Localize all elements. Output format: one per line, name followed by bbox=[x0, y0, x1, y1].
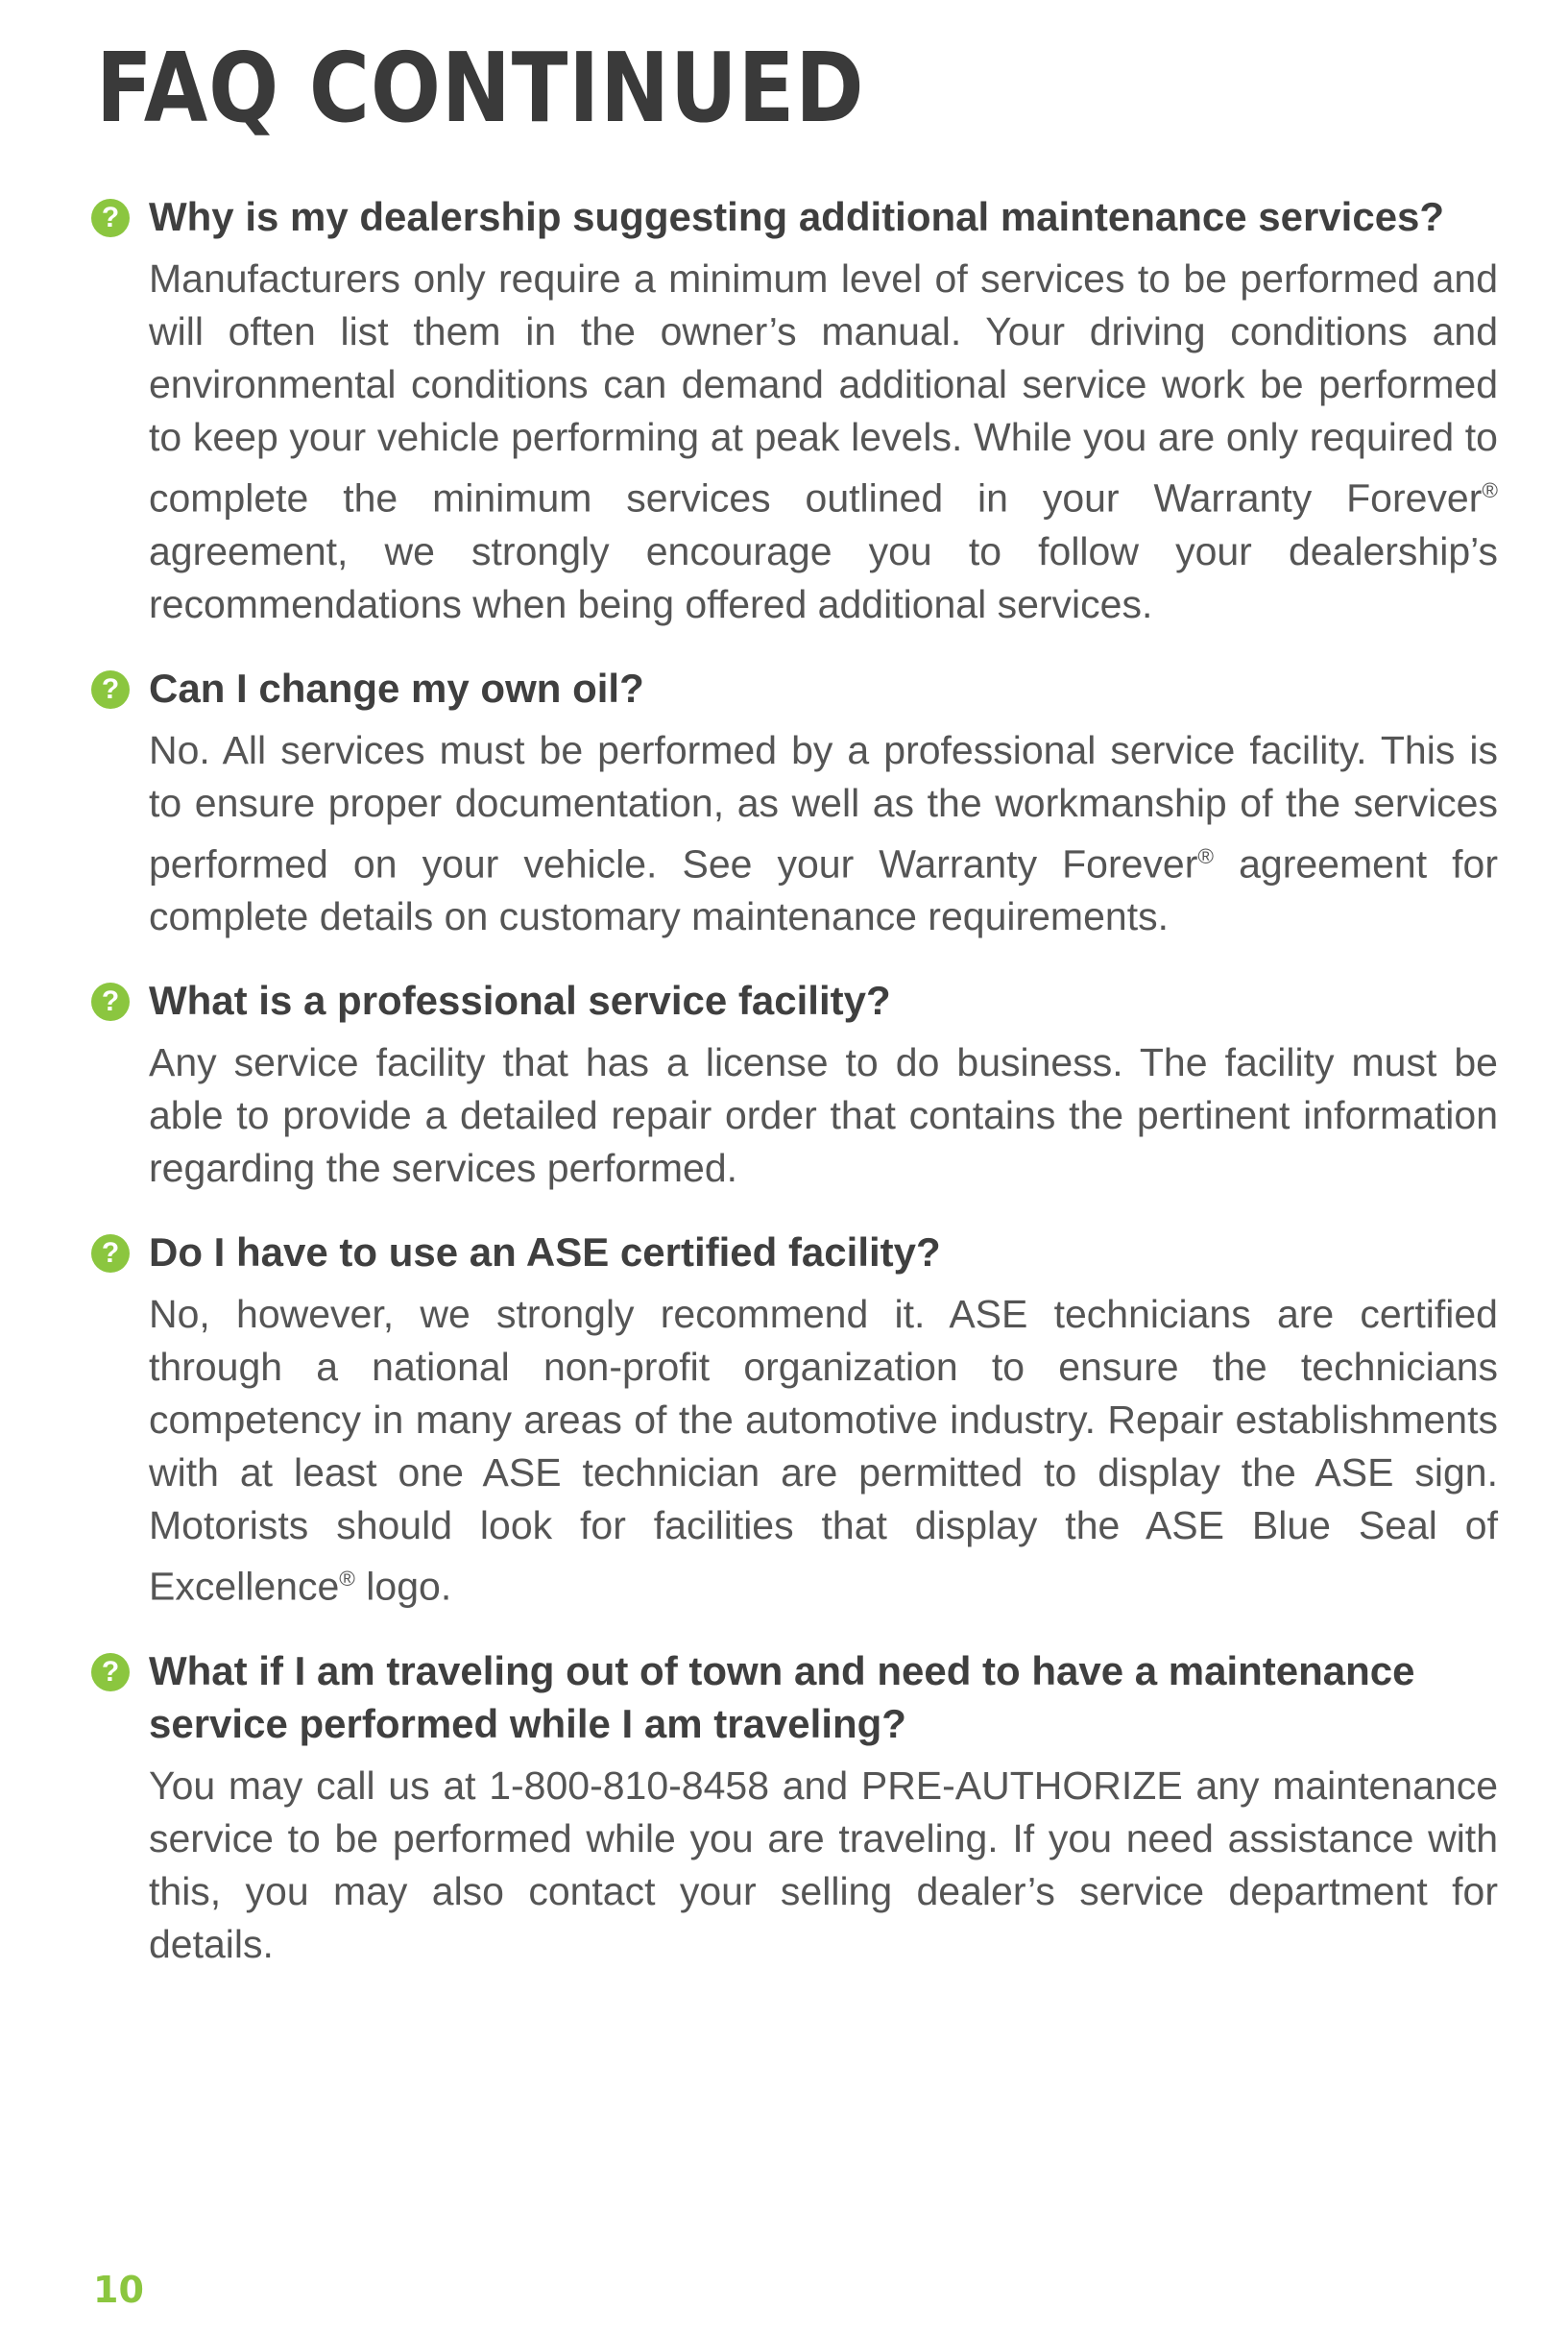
faq-question-text: Why is my dealership suggesting additional maintenance services? bbox=[149, 194, 1445, 239]
faq-question bbox=[91, 662, 1498, 715]
question-circle-icon: ? bbox=[91, 199, 130, 237]
faq-item bbox=[91, 1226, 1498, 1614]
faq-question bbox=[91, 190, 1498, 243]
faq-answer: Any service facility that has a license to do business. The facility must be able to provide a detailed repair order that contains the pertinent information regarding the services performed. bbox=[149, 1040, 1498, 1191]
faq-question-text: Can I change my own oil? bbox=[149, 665, 644, 711]
registered-mark: ® bbox=[1482, 478, 1498, 502]
faq-item bbox=[91, 974, 1498, 1195]
registered-mark: ® bbox=[339, 1567, 355, 1592]
faq-item bbox=[91, 1644, 1498, 1971]
faq-list bbox=[91, 190, 1498, 2002]
faq-answer: No. All services must be performed by a professional service facility. This is to ensure proper documentation, as well as the workmanship of the services performed on your vehicle. See your Warranty Forever® agreement for complete details on customary maintenance requirements. bbox=[149, 727, 1499, 939]
faq-question-text: Do I have to use an ASE certified facility? bbox=[149, 1229, 941, 1276]
page-title: FAQ CONTINUED bbox=[96, 32, 865, 144]
faq-item bbox=[91, 662, 1498, 944]
faq-question bbox=[91, 1644, 1498, 1750]
faq-item bbox=[91, 190, 1498, 631]
faq-answer: Manufacturers only require a minimum level of services to be performed and will often list them in the owner’s manual. Your driving conditions and environmental conditions can demand additional service work be performed to keep your vehicle performing at peak levels. While you are only required to complete the minimum services outlined in your Warranty Forever® agreement, we strongly encourage you to follow your dealership’s recommendations when being offered additional services. bbox=[149, 256, 1498, 626]
page-number: 10 bbox=[93, 2269, 144, 2311]
faq-answer: No, however, we strongly recommend it. ASE technicians are certified through a national non-profit organization to ensure the technicians competency in many areas of the automotive industry. Repair establishments with at least one ASE technician are permitted to display the ASE sign. Motorists should look for facilities that display the ASE Blue Seal of Excellence® logo. bbox=[149, 1292, 1498, 1609]
question-circle-icon: ? bbox=[91, 1234, 130, 1273]
registered-mark: ® bbox=[1197, 843, 1215, 868]
faq-question bbox=[91, 1226, 1498, 1278]
faq-question-text: What if I am traveling out of town and need to have a maintenance service performed while I am traveling? bbox=[149, 1647, 1415, 1746]
faq-answer: You may call us at 1-800-810-8458 and PRE-AUTHORIZE any maintenance service to be performed while you are traveling. If you need assistance with this, you may also contact your selling dealer’s service department for details. bbox=[149, 1763, 1498, 1966]
faq-question bbox=[91, 974, 1498, 1027]
faq-question-text: What is a professional service facility? bbox=[149, 978, 891, 1024]
question-circle-icon: ? bbox=[91, 983, 130, 1021]
question-circle-icon: ? bbox=[91, 1653, 130, 1691]
question-circle-icon: ? bbox=[91, 670, 130, 709]
